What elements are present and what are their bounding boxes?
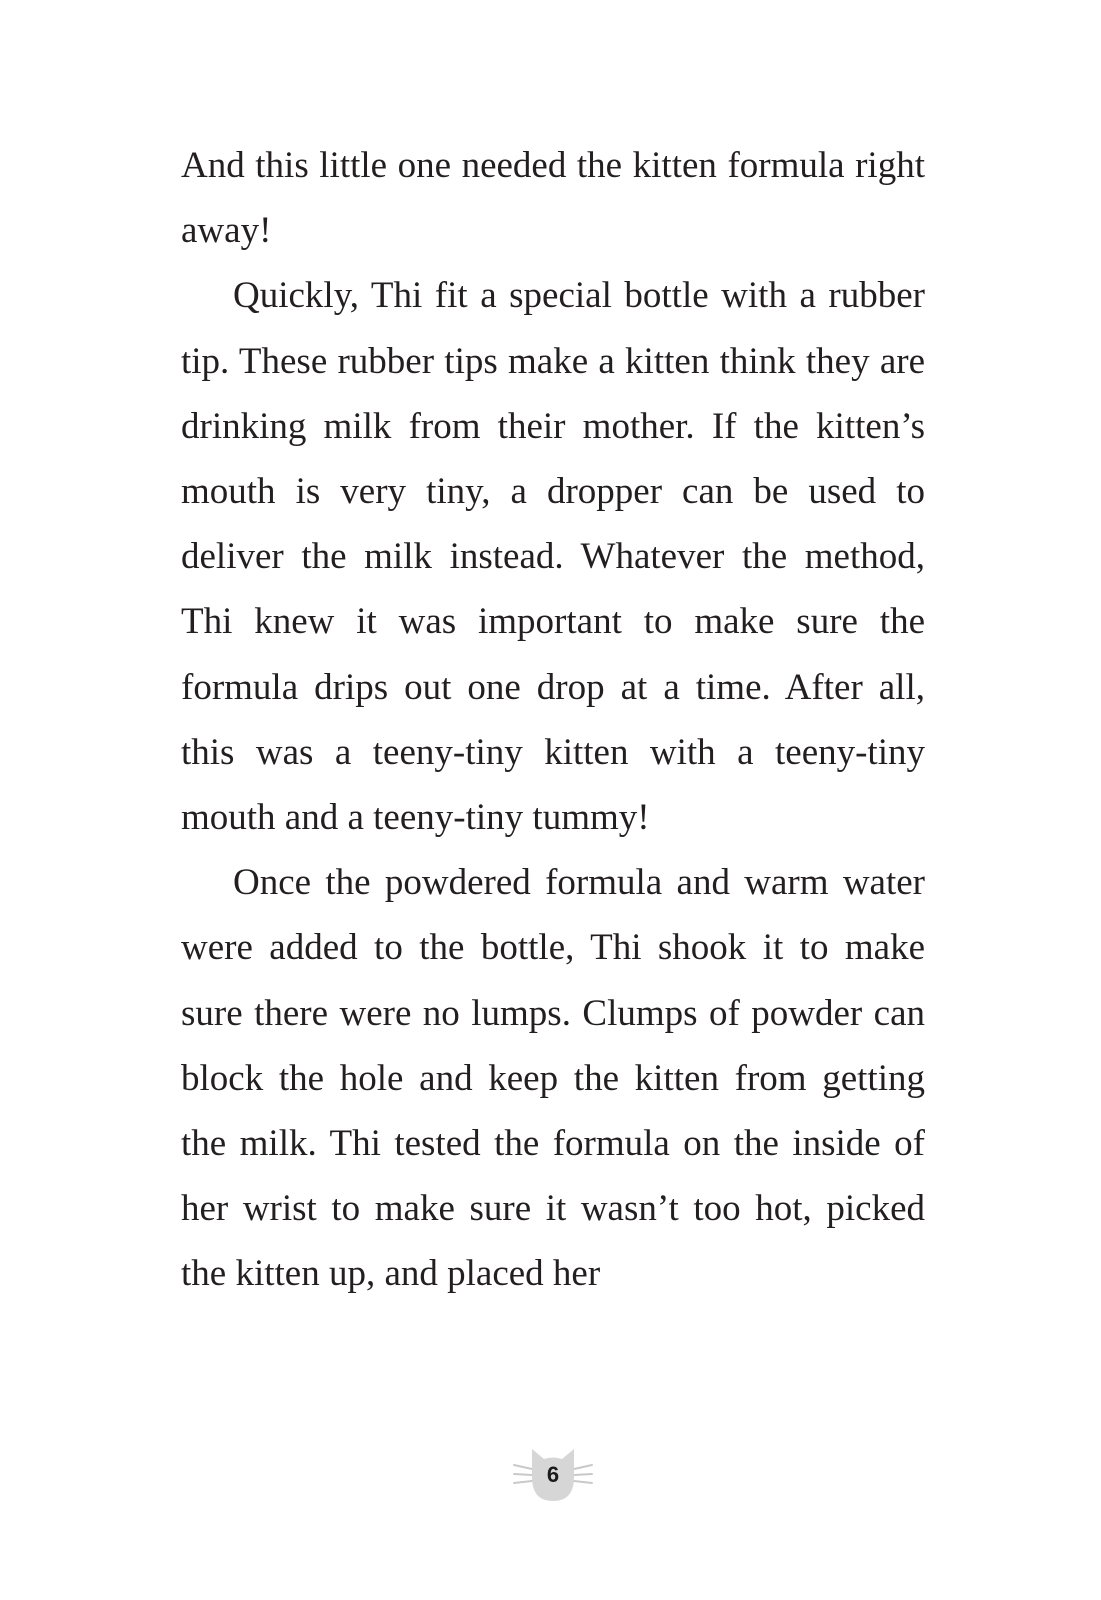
page-number-badge bbox=[512, 1443, 594, 1507]
paragraph-1: And this little one needed the kitten formula right away! bbox=[181, 145, 925, 252]
paragraph-2: Quickly, Thi fit a special bottle with a rubber tip. These rubber tips make a kitten think they are drinking milk from their mother. If the kitten’s mouth is very tiny, a dropper can be used to deliver the milk instead. Whatever the method, Thi knew it was important to make sure the formula drips out one drop at a time. After all, this was a teeny-tiny kitten with a teeny-tiny mouth and a teeny-tiny tummy! bbox=[181, 275, 925, 839]
body-text bbox=[181, 133, 925, 1307]
page-number: 6 bbox=[546, 1462, 560, 1487]
paragraph-3: Once the powdered formula and warm water were added to the bottle, Thi shook it to make sure there were no lumps. Clumps of powder can block the hole and keep the kitten from getting the milk. Thi tested the formula on the inside of her wrist to make sure it wasn’t too hot, picked the kitten up, and placed her bbox=[181, 862, 925, 1295]
